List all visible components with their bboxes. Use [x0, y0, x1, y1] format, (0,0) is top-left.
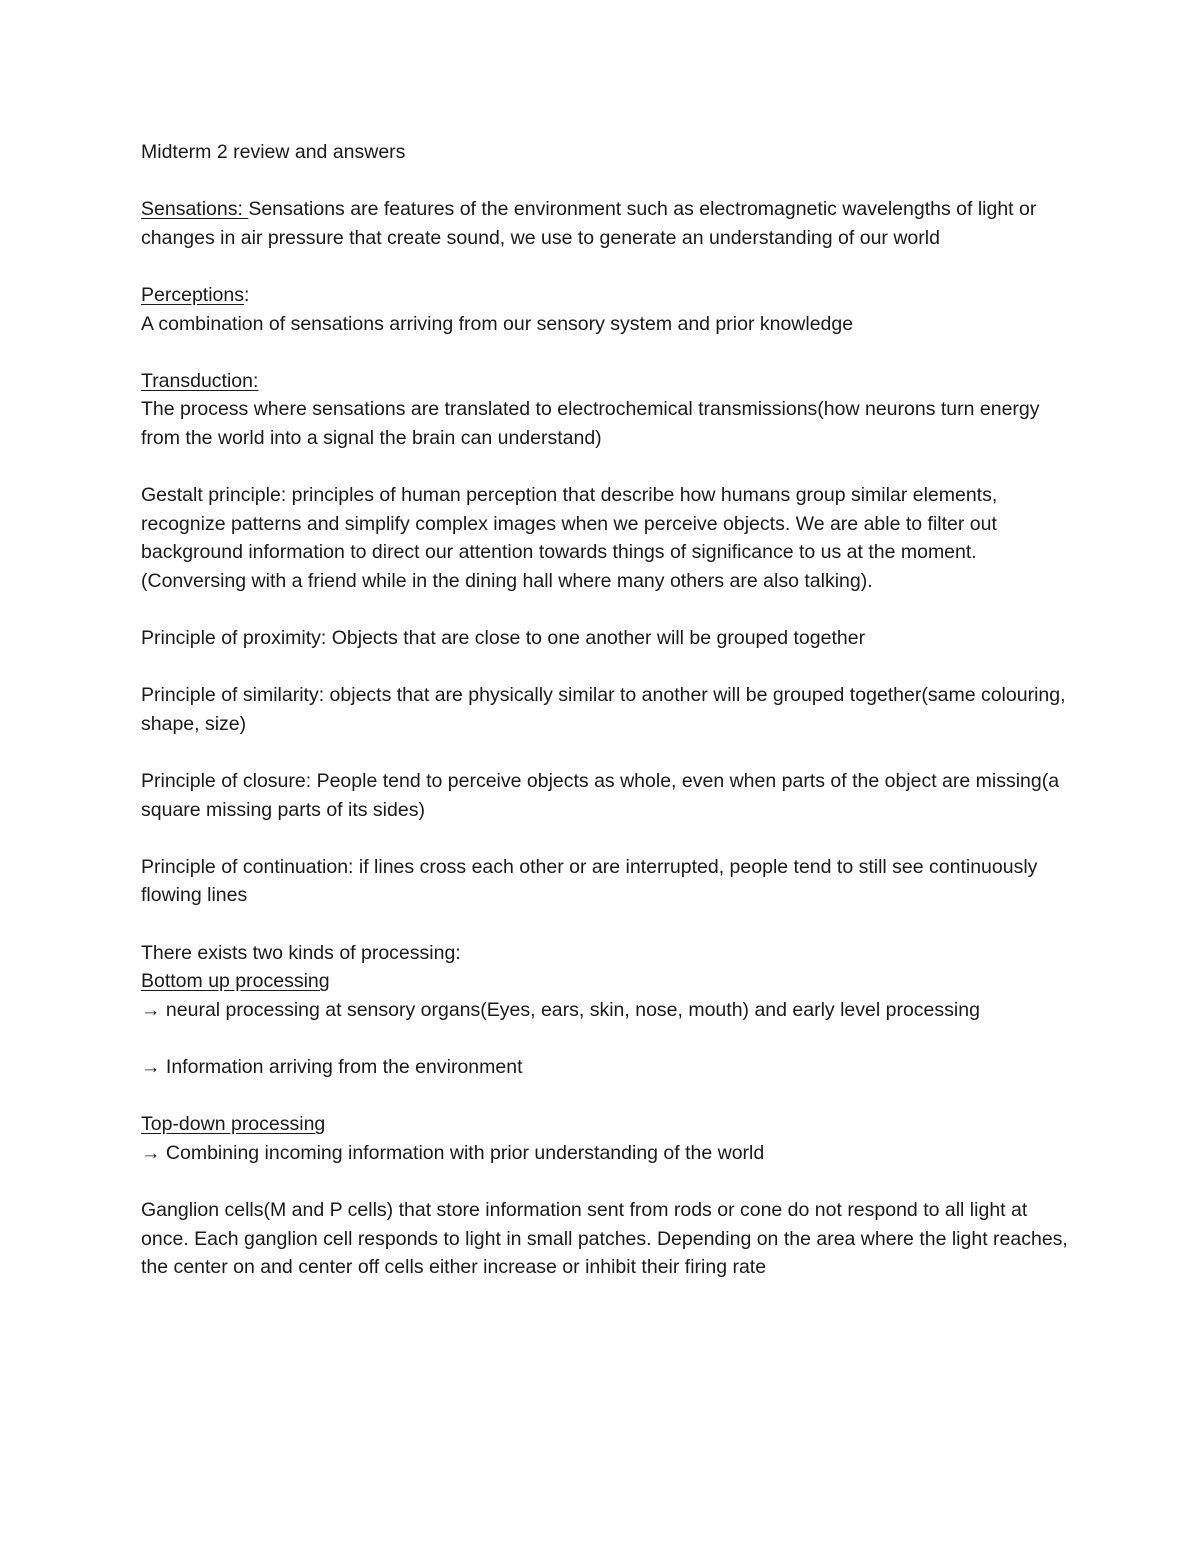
top-down-point-1: → Combining incoming information with prior understanding of the world [141, 1141, 765, 1164]
gestalt-paragraph: Gestalt principle: principles of human perception that describe how humans group similar elements, recognize patterns and simplify complex images when we perceive objects. We are able to filter out background information to direct our attention towards things of significance to us at the moment. (Conversing with a friend while in the dining hall where many others are also talking). [141, 484, 998, 592]
bottom-up-point-2: → Information arriving from the environment [141, 1056, 523, 1078]
transduction-definition: The process where sensations are translated to electrochemical transmissions(how neurons turn energy from the world into a signal the brain can understand) [141, 398, 1040, 449]
top-down-heading [141, 1110, 1071, 1139]
top-down-term: Top-down processing [141, 1113, 326, 1136]
transduction-heading [141, 367, 1071, 396]
transduction-term: Transduction: [141, 369, 259, 392]
processing-intro: There exists two kinds of processing: [141, 941, 461, 964]
bottom-up-term: Bottom up processing [141, 970, 330, 993]
ganglion-paragraph: Ganglion cells(M and P cells) that store information sent from rods or cone do not respond to all light at once. Each ganglion cell responds to light in small patches. Depending on the area where the light reaches, the center on and center off cells either increase or inhibit their firing rate [141, 1198, 1068, 1279]
perceptions-definition: A combination of sensations arriving from our sensory system and prior knowledge [141, 312, 854, 335]
proximity-paragraph: Principle of proximity: Objects that are close to one another will be grouped together [141, 627, 866, 650]
document-title: Midterm 2 review and answers [141, 141, 406, 163]
bottom-up-point-1: → neural processing at sensory organs(Eyes, ears, skin, nose, mouth) and early level processing [141, 998, 980, 1021]
continuation-paragraph: Principle of continuation: if lines cross each other or are interrupted, people tend to still see continuously flowing lines [141, 855, 1038, 907]
perceptions-heading [141, 281, 1071, 310]
closure-paragraph: Principle of closure: People tend to perceive objects as whole, even when parts of the object are missing(a square missing parts of its sides) [141, 770, 1060, 821]
sensations-paragraph [141, 195, 1071, 252]
perceptions-term: Perceptions [141, 283, 244, 306]
sensations-term: Sensations: [141, 198, 249, 221]
similarity-paragraph: Principle of similarity: objects that are physically similar to another will be grouped together(same colouring, shape, size) [141, 684, 1066, 735]
sensations-definition: Sensations are features of the environment such as electromagnetic wavelengths of light or changes in air pressure that create sound, we use to generate an understanding of our world [141, 198, 1037, 249]
perceptions-colon: : [243, 283, 250, 306]
document-page [141, 138, 1071, 1310]
bottom-up-heading [141, 967, 1071, 996]
